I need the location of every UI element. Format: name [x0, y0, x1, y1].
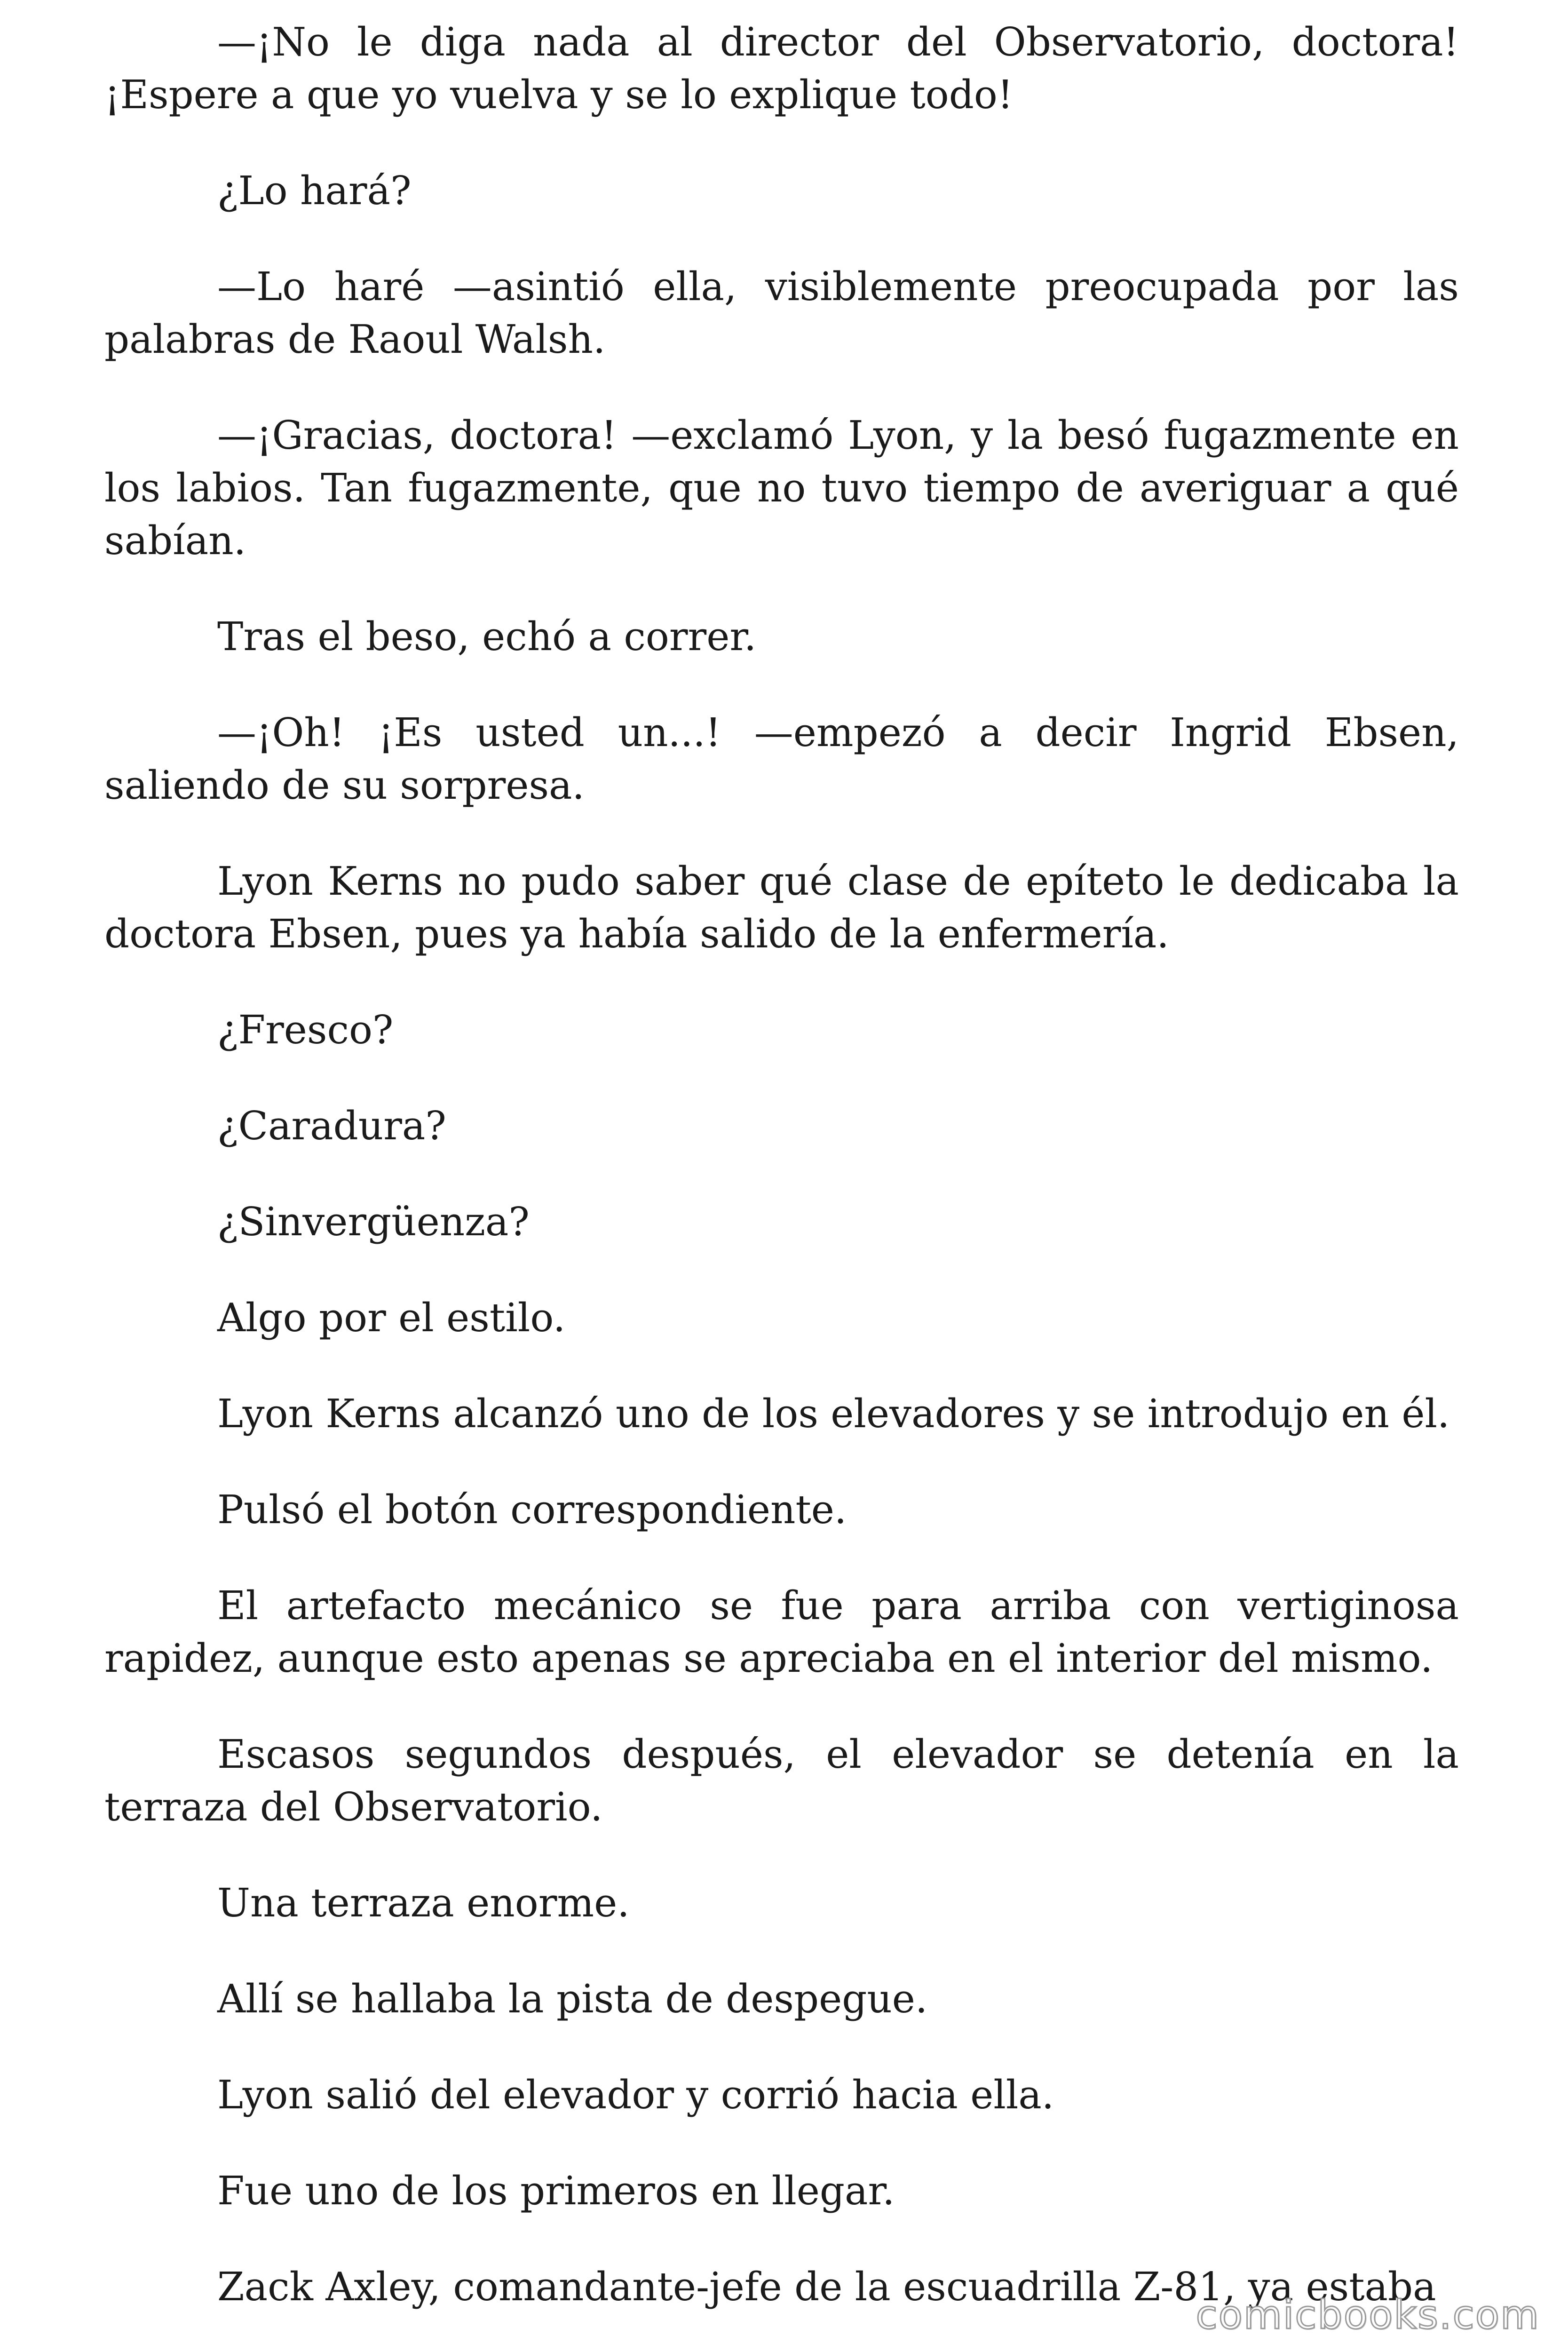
- watermark: comicbooks.com: [1196, 2292, 1540, 2338]
- paragraph-12: Lyon Kerns alcanzó uno de los elevadores y se introdujo en él.: [217, 1391, 1450, 1437]
- paragraph-2: ¿Lo hará?: [217, 168, 412, 214]
- paragraph-9: ¿Caradura?: [217, 1103, 446, 1149]
- paragraph-11: Algo por el estilo.: [217, 1295, 566, 1341]
- paragraph-3: —Lo haré —asintió ella, visiblemente preocupada por las palabras de Raoul Walsh.: [104, 264, 1459, 362]
- paragraph-7: Lyon Kerns no pudo saber qué clase de epíteto le dedicaba la doctora Ebsen, pues ya había salido de la enfermería.: [104, 858, 1459, 957]
- paragraph-14: El artefacto mecánico se fue para arriba con vertiginosa rapidez, aunque esto apenas se apreciaba en el interior del mismo.: [104, 1583, 1459, 1681]
- paragraph-18: Lyon salió del elevador y corrió hacia ella.: [217, 2072, 1054, 2118]
- paragraph-15: Escasos segundos después, el elevador se detenía en la terraza del Observatorio.: [104, 1732, 1459, 1830]
- paragraph-1: —¡No le diga nada al director del Observatorio, doctora! ¡Espere a que yo vuelva y se lo explique todo!: [104, 19, 1459, 118]
- paragraph-13: Pulsó el botón correspondiente.: [217, 1487, 847, 1533]
- paragraph-6: —¡Oh! ¡Es usted un...! —empezó a decir Ingrid Ebsen, saliendo de su sorpresa.: [104, 710, 1459, 808]
- paragraph-16: Una terraza enorme.: [217, 1880, 630, 1926]
- paragraph-20: Zack Axley, comandante-jefe de la escuadrilla Z-81, ya estaba: [217, 2264, 1436, 2310]
- book-page: [104, 16, 1459, 2313]
- paragraph-19: Fue uno de los primeros en llegar.: [217, 2168, 895, 2214]
- paragraph-5: Tras el beso, echó a correr.: [217, 614, 757, 660]
- paragraph-4: —¡Gracias, doctora! —exclamó Lyon, y la besó fugazmente en los labios. Tan fugazmente, que no tuvo tiempo de averiguar a qué sabían.: [104, 413, 1459, 564]
- paragraph-10: ¿Sinvergüenza?: [217, 1199, 530, 1245]
- paragraph-17: Allí se hallaba la pista de despegue.: [217, 1976, 928, 2022]
- paragraph-8: ¿Fresco?: [217, 1007, 394, 1053]
